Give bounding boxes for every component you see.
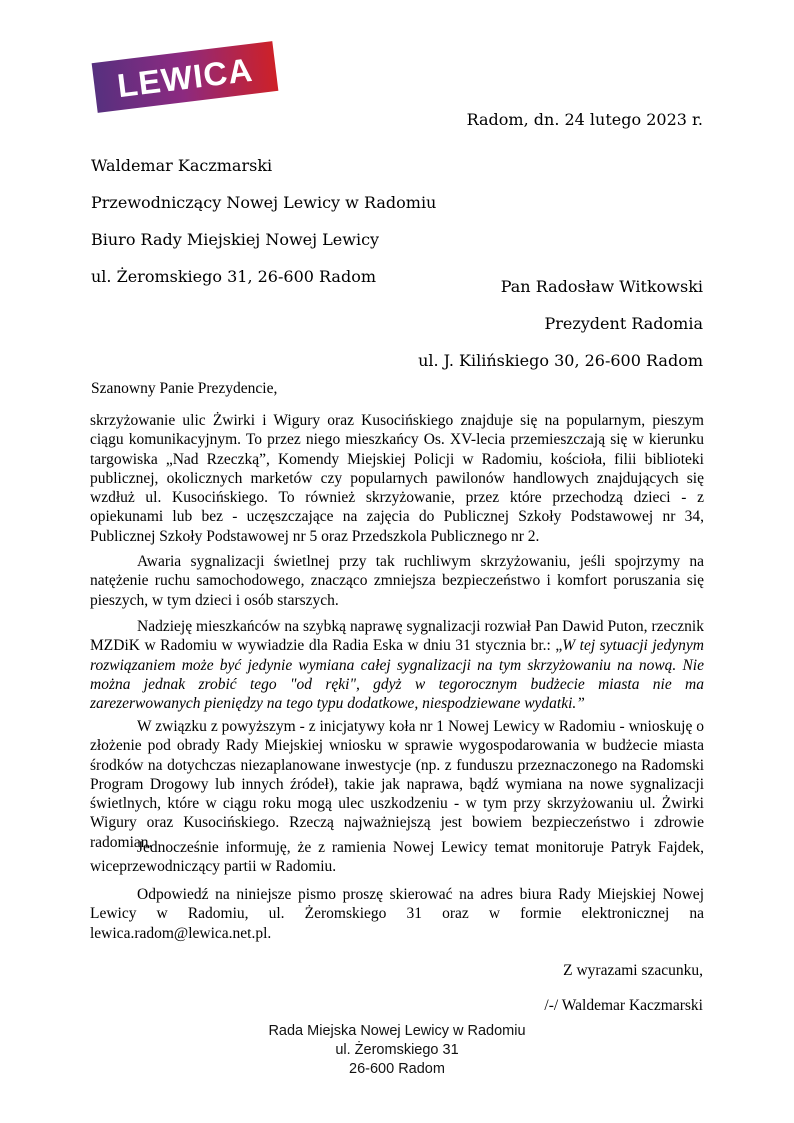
- footer-city: 26-600 Radom: [349, 1061, 445, 1077]
- recipient-block: [90, 268, 703, 379]
- lewica-logo-banner: [92, 41, 279, 113]
- footer-street: ul. Żeromskiego 31: [335, 1042, 459, 1058]
- date-line: Radom, dn. 24 lutego 2023 r.: [466, 110, 703, 129]
- recipient-name: Pan Radosław Witkowski: [500, 277, 703, 296]
- body-paragraph-1: skrzyżowanie ulic Żwirki i Wigury oraz Kusocińskiego znajduje się na popularnym, pieszym ciągu komunikacyjnym. To przez niego mieszkańcy Os. XV-lecia przemieszczają się w kierunku targowiska „Nad Rzeczką”, Komendy Miejskiej Policji w Radomiu, kościoła, filii biblioteki publicznej, okolicznych marketów czy popularnych pawilonów handlowych znajdujących się wzdłuż ul. Kusocińskiego. To również skrzyżowanie, przez które przechodzą dzieci - z opiekunami lub bez - uczęszczające na zajęcia do Publicznej Szkoły Podstawowej nr 34, Publicznej Szkoły Podstawowej nr 5 oraz Przedszkola Publicznego nr 2.: [90, 412, 704, 545]
- body-paragraph-3: [90, 617, 704, 713]
- body-paragraph-5: Jednocześnie informuję, że z ramienia Nowej Lewicy temat monitoruje Patryk Fajdek, wiceprzewodniczący partii w Radomiu.: [90, 839, 704, 876]
- sender-title: Przewodniczący Nowej Lewicy w Radomiu: [91, 193, 437, 212]
- quote-italic-text: W tej sytuacji jedynym rozwiązaniem może być jedynie wymiana całej sygnalizacji na tym skrzyżowaniu na nową. Nie można jednak zrobić tego "od ręki", gdyż w tegorocznym budżecie miasta nie ma zarezerwowanych pieniędzy na tego typu dodatkowe, niespodziewane wydatki.”: [90, 637, 704, 713]
- salutation: Szanowny Panie Prezydencie,: [91, 380, 278, 397]
- closing-block: [90, 953, 703, 1023]
- sender-name: Waldemar Kaczmarski: [91, 156, 273, 175]
- valediction: Z wyrazami szacunku,: [563, 962, 703, 979]
- sender-office: Biuro Rady Miejskiej Nowej Lewicy: [91, 230, 380, 249]
- quote-intro: Nadzieję mieszkańców na szybką naprawę sygnalizacji rozwiał Pan Dawid Puton, rzecznik MZDiK w Radomiu w wywiadzie dla Radia Eska w dniu 31 stycznia br.: „: [90, 618, 704, 655]
- signature-line: /-/ Waldemar Kaczmarski: [544, 997, 703, 1014]
- body-paragraph-2: Awaria sygnalizacji świetlnej przy tak ruchliwym skrzyżowaniu, jeśli spojrzymy na natężenie ruchu samochodowego, znacząco zmniejsza bezpieczeństwo i komfort poruszania się pieszych, w tym dzieci i osób starszych.: [90, 553, 704, 609]
- lewica-logo-text: LEWICA: [115, 50, 255, 104]
- sender-address: ul. Żeromskiego 31, 26-600 Radom: [91, 267, 377, 286]
- body-paragraph-4: W związku z powyższym - z inicjatywy koła nr 1 Nowej Lewicy w Radomiu - wnioskuję o złożenie pod obrady Rady Miejskiej wniosku w sprawie wygospodarowania w budżecie miasta środków na dotychczas niezaplanowane inwestycje (np. z funduszu przeznaczonego na Radomski Program Drogowy lub innych źródeł), takie jak naprawa, bądź wymiana na nowe sygnalizacji świetlnych, które w ciągu roku mogą ulec uszkodzeniu - w tym przy skrzyżowaniu ul. Żwirki Wigury oraz Kusocińskiego. Rzeczą najważniejszą jest bowiem bezpieczeństwo i zdrowie radomian.: [90, 718, 704, 851]
- recipient-address: ul. J. Kilińskiego 30, 26-600 Radom: [418, 351, 703, 370]
- body-paragraph-6: Odpowiedź na niniejsze pismo proszę skierować na adres biura Rady Miejskiej Nowej Lewicy w Radomiu, ul. Żeromskiego 31 oraz w formie elektronicznej na lewica.radom@lewica.net.pl.: [90, 886, 704, 942]
- footer-block: [0, 1022, 794, 1079]
- recipient-title: Prezydent Radomia: [544, 314, 703, 333]
- footer-org: Rada Miejska Nowej Lewicy w Radomiu: [268, 1023, 526, 1039]
